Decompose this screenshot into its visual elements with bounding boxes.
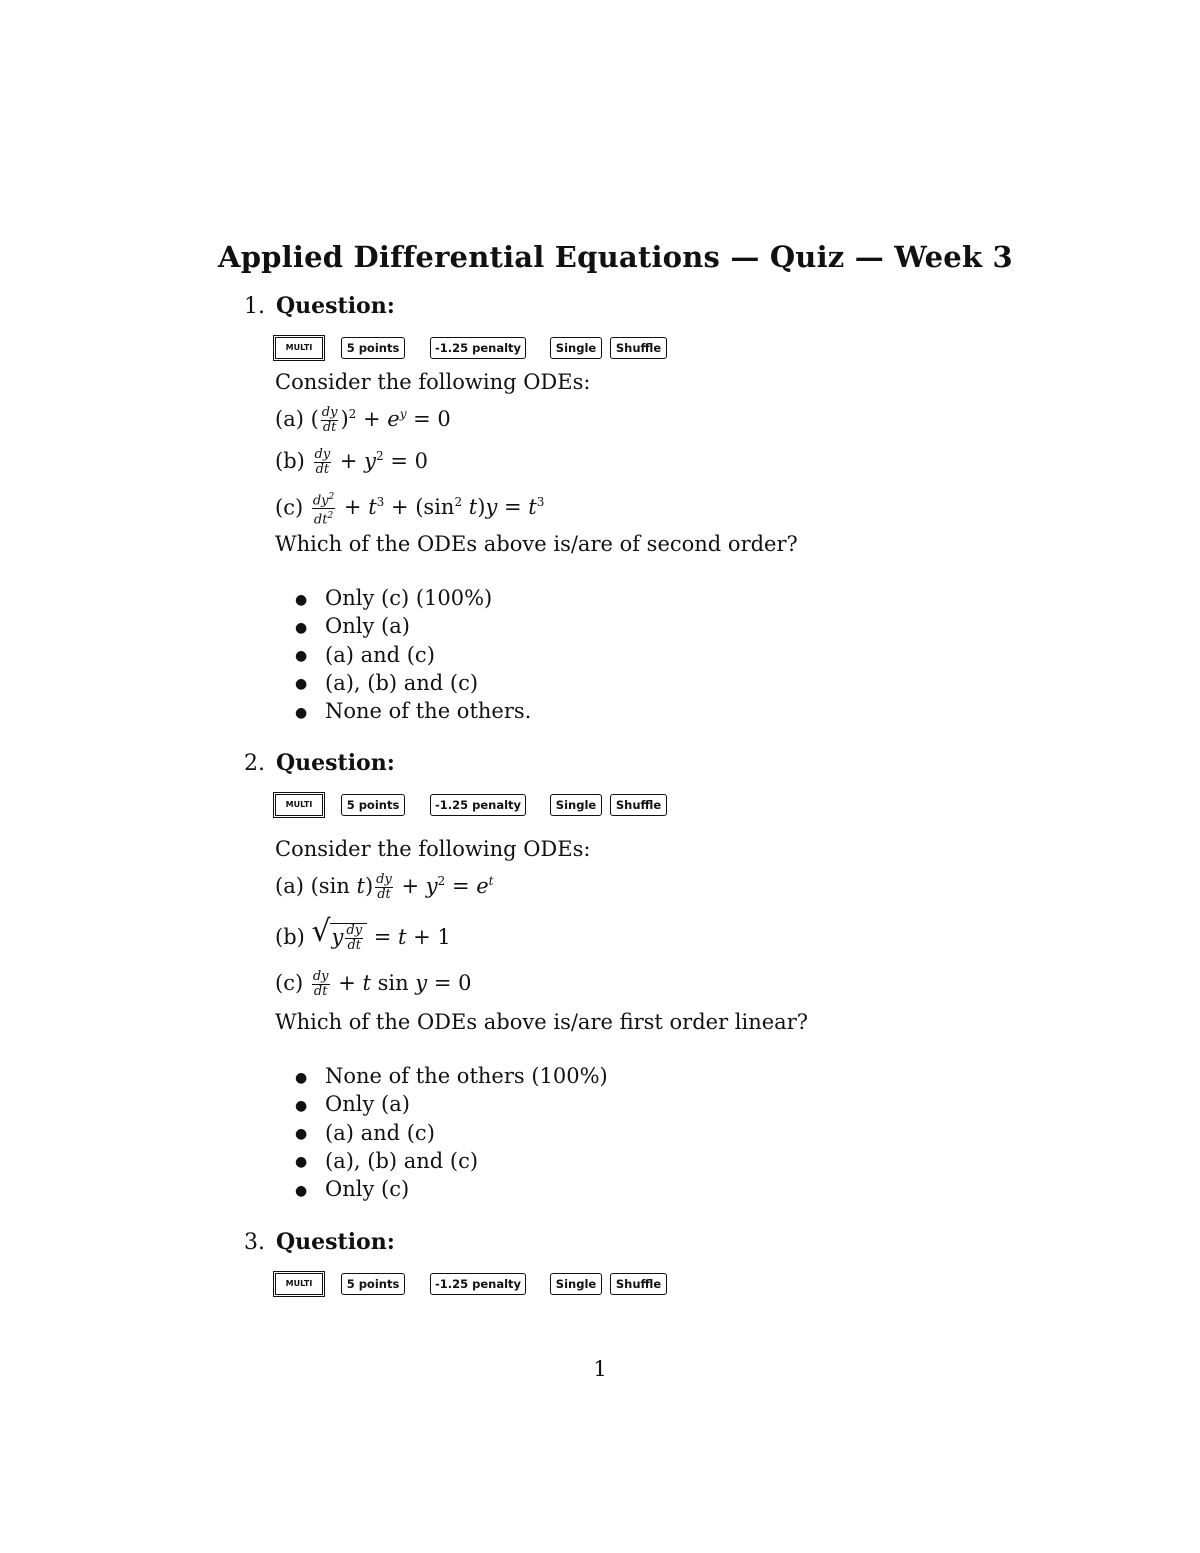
ode-b: [275, 448, 428, 477]
page-title: Applied Differential Equations — Quiz — Week 3: [218, 240, 1013, 274]
question-label: Question:: [276, 1229, 395, 1255]
question-label: Question:: [276, 293, 395, 319]
points-tag: 5 points: [341, 1273, 405, 1295]
ode-label: (a): [275, 874, 304, 898]
multi-tag: MULTI: [275, 1273, 323, 1295]
ode-expression: ( $\frac{dy}{dt}$ )$^2 + e^y = 0$: [310, 405, 451, 435]
question-header: [244, 750, 395, 776]
single-tag: Single: [550, 794, 602, 816]
ode-label: (b): [275, 449, 305, 473]
question-number: 1.: [244, 294, 265, 319]
single-tag: Single: [550, 337, 602, 359]
single-tag: Single: [550, 1273, 602, 1295]
ode-label: (c): [275, 495, 304, 520]
answer-option: ● (a) and (c): [295, 642, 435, 667]
question-header: [244, 293, 395, 319]
question-number: 3.: [244, 1230, 265, 1255]
ode-expression: √ y $\frac{dy}{dt}$ = t + 1: [311, 914, 451, 953]
ode-label: (c): [275, 971, 304, 995]
answer-option: ● (a), (b) and (c): [295, 670, 479, 695]
answer-option: ● Only (c) (100%): [295, 586, 493, 610]
ode-c: [275, 490, 544, 528]
answer-option: ● (a) and (c): [295, 1120, 435, 1145]
penalty-tag: -1.25 penalty: [430, 337, 526, 359]
ode-label: (a): [275, 407, 304, 431]
answer-option: ● Only (c): [295, 1177, 410, 1202]
ode-expression: $\frac{dy}{dt}$ + t sin y = 0: [312, 969, 472, 999]
answer-option: ● None of the others.: [295, 699, 532, 724]
question-header: [244, 1229, 395, 1255]
ode-a: [275, 406, 451, 435]
multi-tag: MULTI: [275, 337, 323, 359]
penalty-tag: -1.25 penalty: [430, 1273, 526, 1295]
answer-option: ● (a), (b) and (c): [295, 1148, 479, 1173]
ode-b: [275, 914, 451, 953]
shuffle-tag: Shuffle: [610, 337, 667, 359]
answer-list: [295, 584, 531, 725]
question-label: Question:: [276, 750, 395, 776]
question-prompt: Which of the ODEs above is/are of second order?: [275, 532, 798, 556]
question-intro: Consider the following ODEs:: [275, 370, 591, 394]
answer-list: [295, 1062, 608, 1203]
answer-option: ● Only (a): [295, 614, 410, 639]
ode-expression: $\frac{dy^2}{dt^2}$ + $t^3 + (\sin^2$ $t)y = t^3$: [312, 492, 545, 528]
question-number: 2.: [244, 751, 265, 776]
answer-option: ● Only (a): [295, 1092, 410, 1117]
answer-option: ● None of the others (100%): [295, 1064, 608, 1088]
ode-label: (b): [275, 925, 305, 949]
question-prompt: Which of the ODEs above is/are first order linear?: [275, 1010, 808, 1034]
points-tag: 5 points: [341, 337, 405, 359]
question-intro: Consider the following ODEs:: [275, 837, 591, 861]
page-number: 1: [593, 1357, 607, 1381]
ode-c: [275, 970, 471, 999]
multi-tag: MULTI: [275, 794, 323, 816]
shuffle-tag: Shuffle: [610, 794, 667, 816]
shuffle-tag: Shuffle: [610, 1273, 667, 1295]
points-tag: 5 points: [341, 794, 405, 816]
ode-expression: $\frac{dy}{dt}$ + $y^2 = 0$: [314, 447, 428, 477]
ode-expression: (sin t) $\frac{dy}{dt}$ + $y^2 = e^t$: [310, 872, 494, 902]
ode-a: [275, 873, 494, 902]
penalty-tag: -1.25 penalty: [430, 794, 526, 816]
